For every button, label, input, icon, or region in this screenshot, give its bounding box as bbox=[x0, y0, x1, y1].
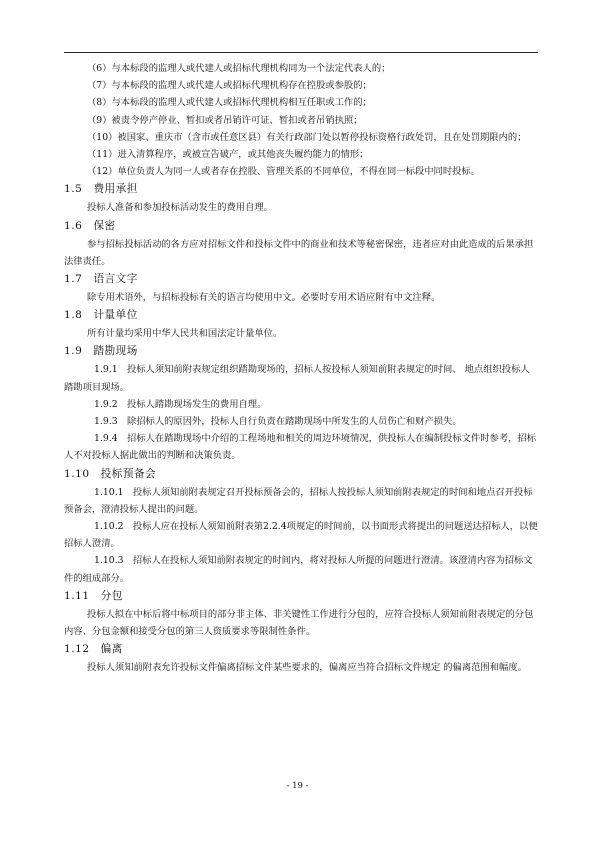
subsection-paragraph: 1.9.1 投标人须知前附表规定组织踏勘现场的，招标人按投标人须知前附表规定的时间、 地点组织投标人踏勘项目现场。 bbox=[64, 364, 530, 393]
list-item: （10）被国家、重庆市（含市或任意区县）有关行政部门处以暂停投标资格行政处罚，且在处罚期限内的； bbox=[87, 131, 527, 143]
section-heading: 1.8 计量单位 bbox=[64, 309, 138, 322]
section-paragraph: 参与招标投标活动的各方应对招标文件和投标文件中的商业和技术等秘密保密，违者应对由此造成的后果承担法律责任。 bbox=[64, 238, 534, 267]
list-item: （12）单位负责人为同一人或者存在控股、管理关系的不同单位，不得在同一标段中同时投标。 bbox=[87, 166, 481, 178]
section-heading: 1.5 费用承担 bbox=[64, 183, 138, 196]
subsection-paragraph: 1.9.3 除招标人的原因外，投标人自行负责在踏勘现场中所发生的人员伤亡和财产损失。 bbox=[94, 416, 462, 428]
section-paragraph: 投标人准备和参加投标活动发生的费用自理。 bbox=[87, 202, 273, 214]
section-paragraph: 投标人须知前附表允许投标文件偏离招标文件某些要求的，偏离应当符合招标文件规定 的偏离范围和幅度。 bbox=[87, 662, 527, 674]
section-heading: 1.9 踏勘现场 bbox=[64, 345, 138, 358]
list-item: （8）与本标段的监理人或代建人或招标代理机构相互任职或工作的； bbox=[87, 97, 372, 109]
page-number: - 19 - bbox=[286, 781, 309, 791]
section-heading: 1.6 保密 bbox=[64, 219, 116, 232]
list-item: （9）被责令停产停业、暂扣或者吊销许可证、暂扣或者吊销执照； bbox=[87, 114, 363, 126]
section-heading: 1.11 分包 bbox=[64, 589, 123, 602]
list-item: （7）与本标段的监理人或代建人或招标代理机构存在控股或参股的； bbox=[87, 80, 372, 92]
section-paragraph: 除专用术语外，与招标投标有关的语言均使用中文。必要时专用术语应附有中文注释。 bbox=[87, 292, 441, 304]
subsection-paragraph: 1.9.4 招标人在踏勘现场中介绍的工程场地和相关的周边环境情况，供投标人在编制投标文件时参考，招标人不对投标人据此做出的判断和决策负责。 bbox=[64, 433, 537, 462]
subsection-paragraph: 1.9.2 投标人踏勘现场发生的费用自理。 bbox=[94, 398, 267, 410]
document-body bbox=[64, 60, 538, 676]
subsection-paragraph: 1.10.1 投标人须知前附表规定召开投标预备会的，招标人按投标人须知前附表规定的时间和地点召开投标预备会，澄清投标人提出的问题。 bbox=[64, 486, 533, 515]
section-heading: 1.7 语言文字 bbox=[64, 273, 138, 286]
header-rule bbox=[64, 52, 538, 53]
section-heading: 1.10 投标预备会 bbox=[64, 467, 157, 480]
section-paragraph: 投标人拟在中标后将中标项目的部分非主体、非关键性工作进行分包的，应符合投标人须知前附表规定的分包内容、分包金额和接受分包的第三人资质要求等限制性条件。 bbox=[64, 608, 534, 638]
subsection-paragraph: 1.10.3 招标人在投标人须知前附表规定的时间内，将对投标人所提的问题进行澄清。该澄清内容为招标文件的组成部分。 bbox=[64, 555, 533, 584]
list-item: （11）进入清算程序，或被宣告破产，或其他丧失履约能力的情形； bbox=[87, 149, 369, 161]
subsection-paragraph: 1.10.2 投标人应在投标人须知前附表第2.2.4项规定的时间前，以书面形式将提出的问题送达招标人，以便招标人澄清。 bbox=[64, 521, 538, 550]
section-paragraph: 所有计量均采用中华人民共和国法定计量单位。 bbox=[87, 328, 283, 340]
list-item: （6）与本标段的监理人或代建人或招标代理机构同为一个法定代表人的； bbox=[87, 63, 391, 74]
section-heading: 1.12 偏离 bbox=[64, 643, 123, 656]
